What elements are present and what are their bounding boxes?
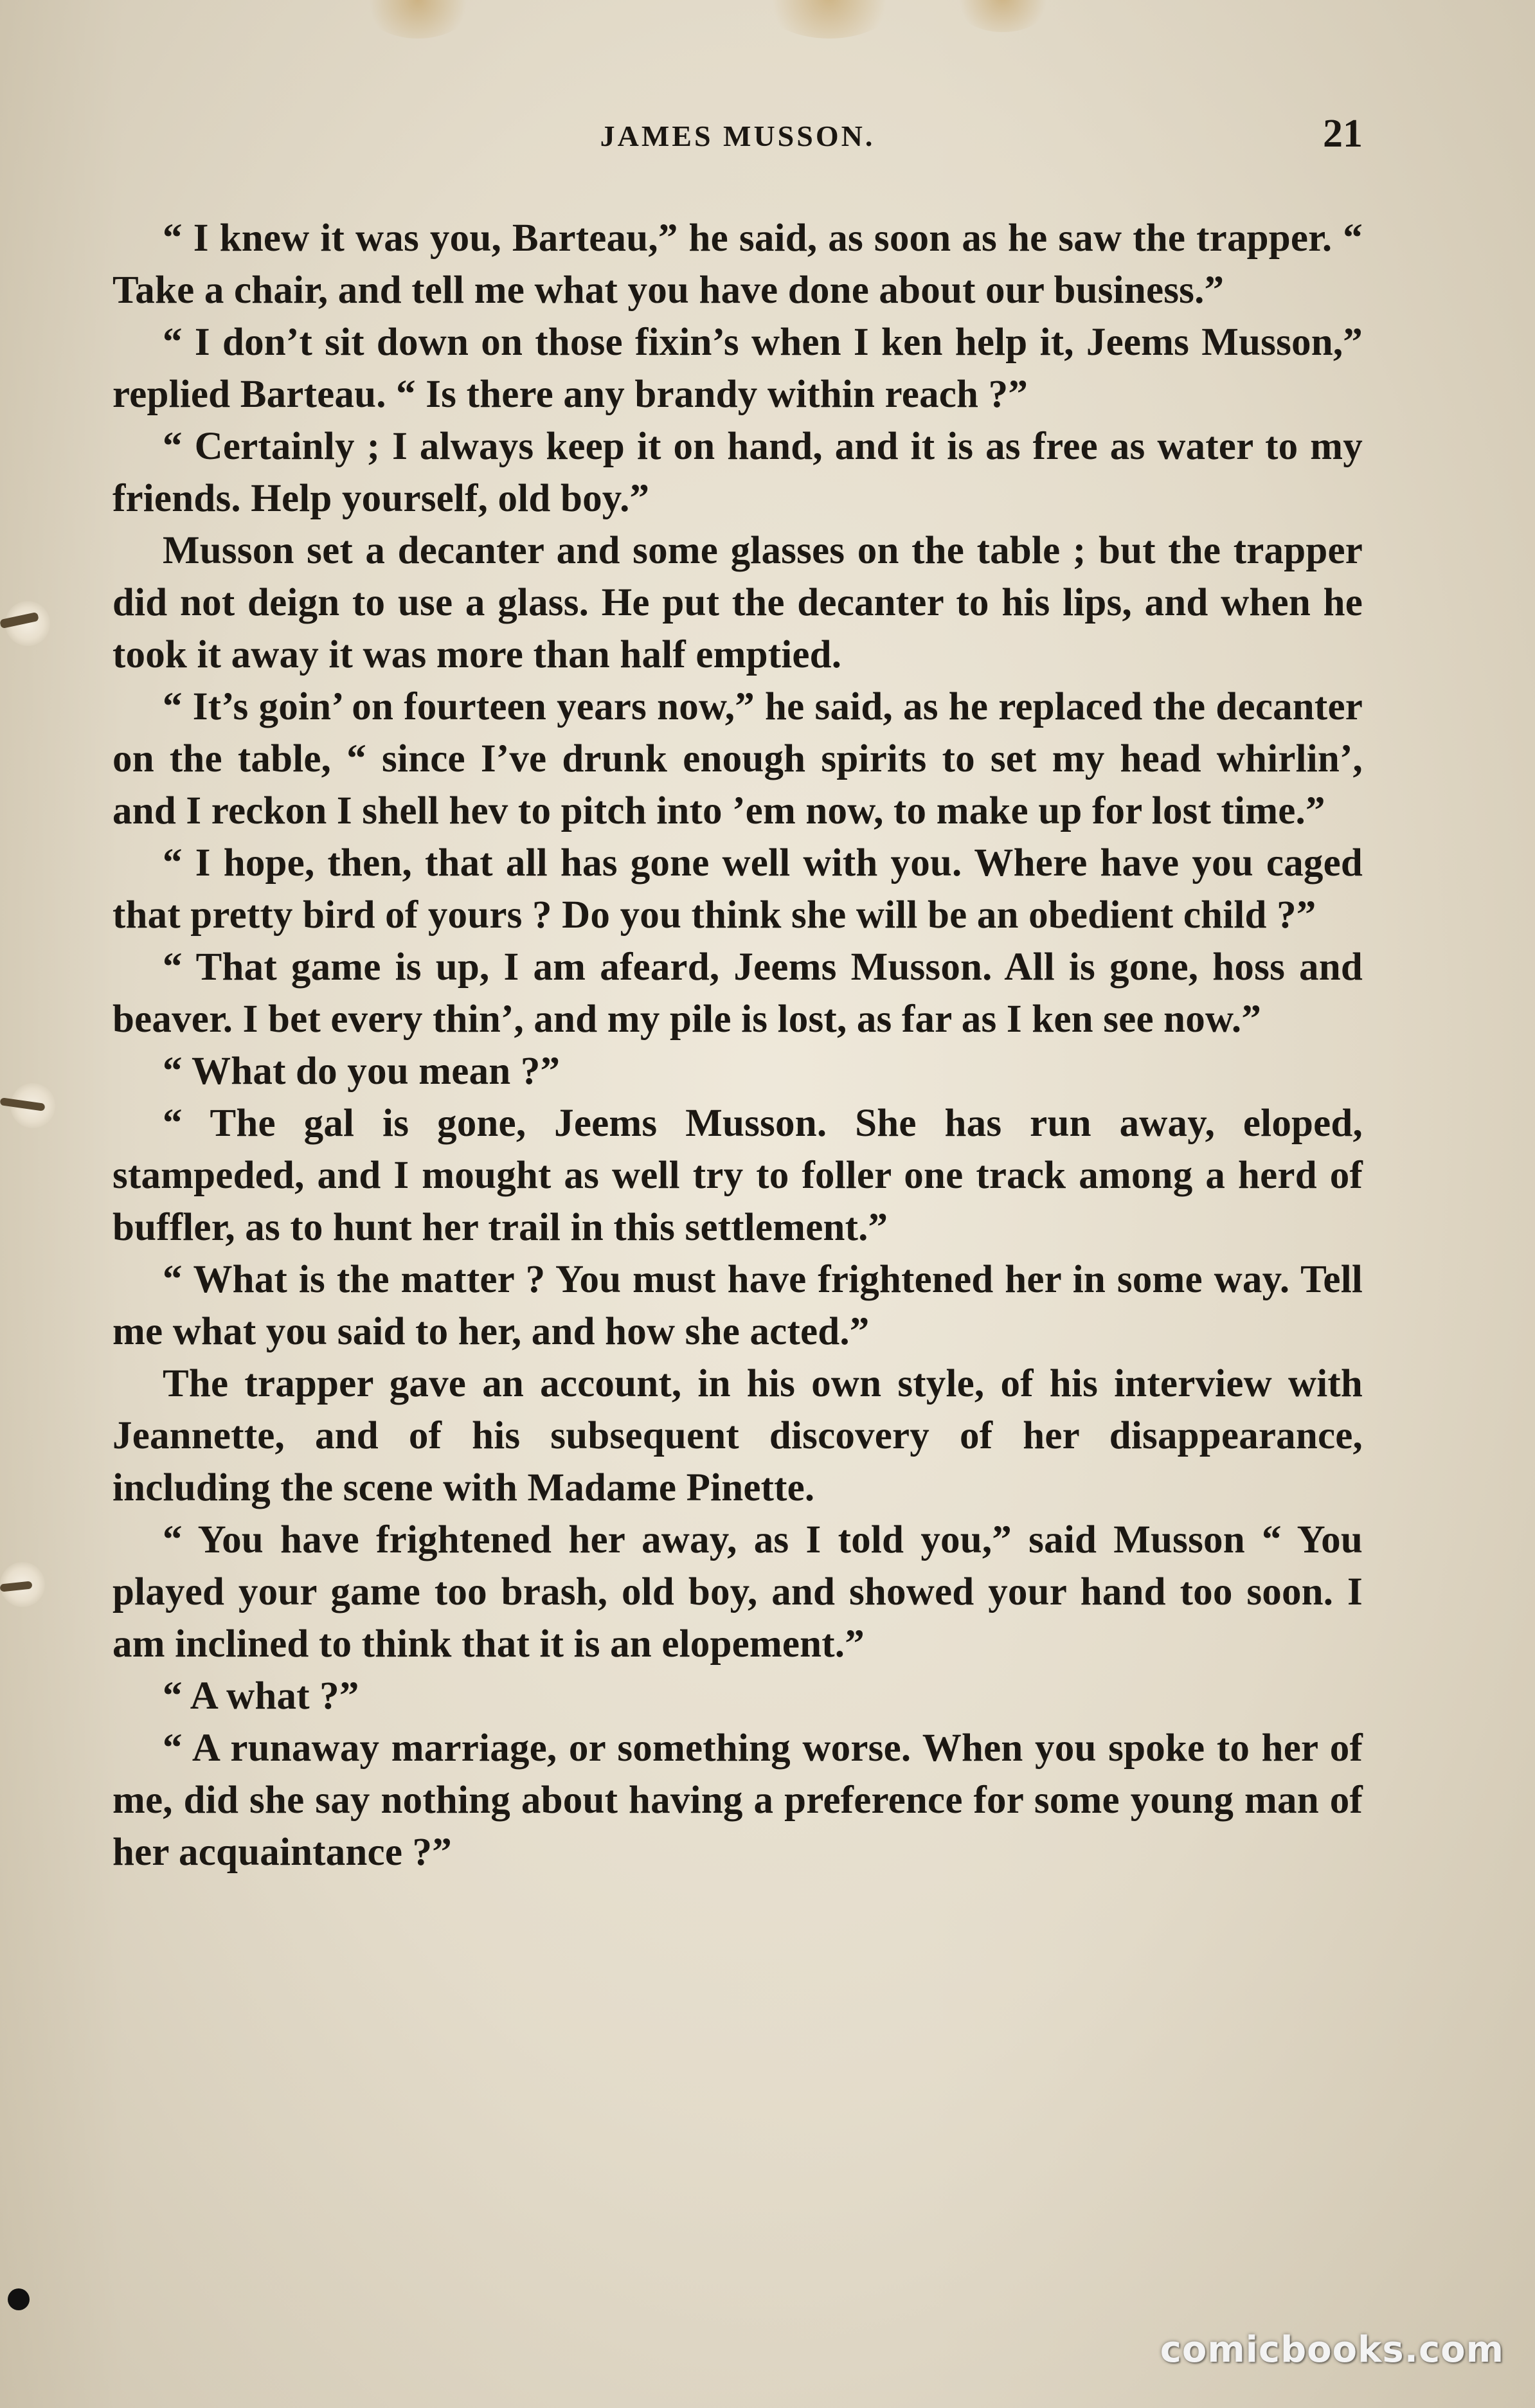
paragraph: “ The gal is gone, Jeems Musson. She has run away, eloped, stampeded, and I mought as well try to foller one track among a herd of buffler, as to hunt her trail in this settlement.” xyxy=(112,1102,1363,1249)
paragraph: Musson set a decanter and some glasses on the table ; but the trapper did not deign to use a glass. He put the decanter to his lips, and when he took it away it was more than half emptied. xyxy=(112,529,1363,676)
top-stain-left xyxy=(360,0,476,39)
ink-dot xyxy=(8,2288,30,2310)
paragraph: “ Certainly ; I always keep it on hand, and it is as free as water to my friends. Help yourself, old boy.” xyxy=(112,425,1363,520)
paragraph: “ I don’t sit down on those fixin’s when I ken help it, Jeems Musson,” replied Barteau. “ Is there any brandy within reach ?” xyxy=(112,321,1363,416)
paragraph: “ I hope, then, that all has gone well with you. Where have you caged that pretty bird of yours ? Do you think she will be an obedient child ?” xyxy=(112,841,1363,937)
paragraph: “ That game is up, I am afeard, Jeems Musson. All is gone, hoss and beaver. I bet every thin’, and my pile is lost, as far as I ken see now.” xyxy=(112,946,1363,1041)
paragraph: “ You have frightened her away, as I told you,” said Musson “ You played your game too brash, old boy, and showed your hand too soon. I am inclined to think that it is an elopement.” xyxy=(112,1518,1363,1666)
paragraph: The trapper gave an account, in his own style, of his interview with Jeannette, and of his subsequent discovery of her disappearance, including the scene with Madame Pinette. xyxy=(112,1362,1363,1509)
paragraph: “ What is the matter ? You must have frightened her in some way. Tell me what you said to her, and how she acted.” xyxy=(112,1258,1363,1353)
top-stain-right xyxy=(951,0,1054,32)
page-header xyxy=(112,112,1363,170)
top-stain-middle xyxy=(759,0,900,39)
paragraph: “ I knew it was you, Barteau,” he said, as soon as he saw the trapper. “ Take a chair, and tell me what you have done about our business.” xyxy=(112,217,1363,312)
paragraph: “ A runaway marriage, or something worse. When you spoke to her of me, did she say nothing about having a preference for some young man of her acquaintance ?” xyxy=(112,1727,1363,1874)
body-text xyxy=(112,212,1363,1878)
running-head: JAMES MUSSON. xyxy=(600,120,875,152)
paragraph: “ What do you mean ?” xyxy=(163,1050,561,1093)
paragraph: “ It’s goin’ on fourteen years now,” he said, as he replaced the decanter on the table, “ since I’ve drunk enough spirits to set my head whirlin’, and I reckon I shell hev to pitch into ’em now, to make up for lost time.” xyxy=(112,685,1363,832)
page-number: 21 xyxy=(1323,112,1363,156)
paragraph: “ A what ?” xyxy=(163,1675,359,1718)
watermark: comicbooks.com xyxy=(1160,2329,1504,2371)
